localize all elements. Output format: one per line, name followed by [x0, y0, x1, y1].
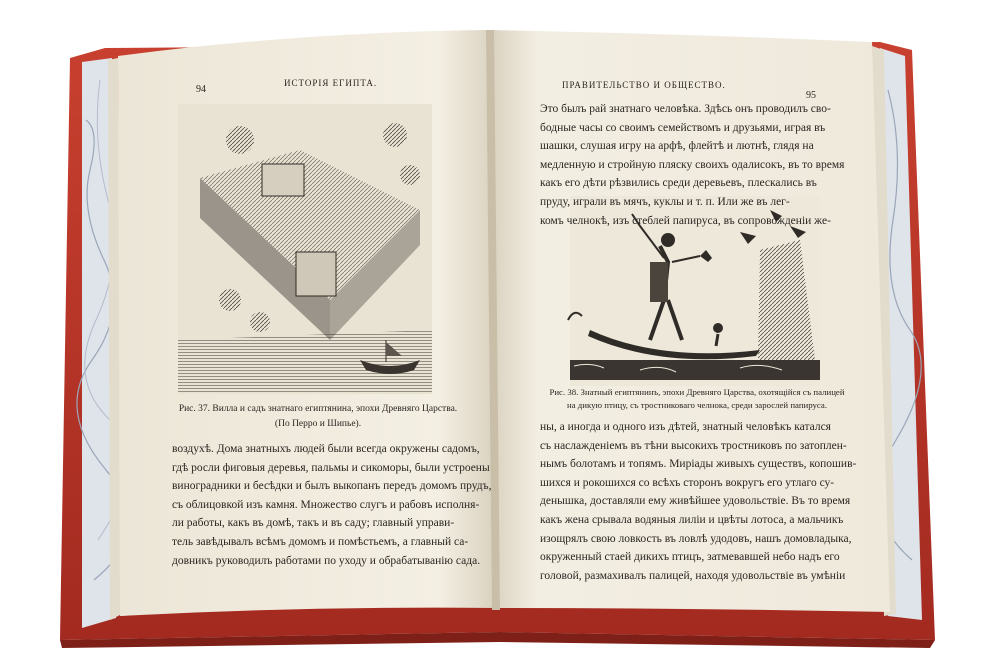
- right-running-head: ПРАВИТЕЛЬСТВО И ОБЩЕСТВО.: [562, 80, 726, 90]
- text-line: воздухѣ. Дома знатныхъ людей были всегда окружены садомъ,: [172, 443, 480, 455]
- text-line: какъ жена срывала водяныя лиліи и цвѣты лотоса, а мальчикъ: [540, 513, 844, 526]
- text-line: денышка, доставляли ему живѣйшее удовольствіе. Въ то время: [540, 495, 851, 508]
- right-body-text-top: [540, 100, 844, 230]
- text-line: съ наслажденіемъ въ тѣни высокихъ тростниковъ по затоплен-: [540, 439, 847, 452]
- text-line: виноградники и бесѣдки и былъ выкопанъ передъ домомъ прудъ,: [172, 480, 492, 493]
- right-page-number: 95: [806, 90, 816, 101]
- text-line: комъ челнокѣ, изъ стеблей папируса, въ сопровожденіи же-: [540, 214, 831, 227]
- left-page-number: 94: [196, 84, 206, 95]
- text-line: медленную и стройную пляску своихъ одалисокъ, въ то время: [540, 158, 845, 171]
- villa-garden-engraving: [178, 104, 432, 394]
- text-line: довникъ руководилъ работами по уходу и обрабатыванію сада.: [172, 554, 481, 567]
- text-line: съ облицовкой изъ камня. Множество слугъ и рабовъ исполня-: [172, 498, 480, 511]
- text-line: какъ его дѣти рѣзвились среди деревьевъ, плескались въ: [540, 177, 817, 190]
- caption-line: на дикую птицу, съ тростниковаго челнока, среди зарослей папируса.: [566, 400, 828, 410]
- text-line: шашки, слушая игру на арфѣ, флейтѣ и лютнѣ, глядя на: [540, 140, 814, 153]
- text-line: окруженный стаей дикихъ птицъ, затмевавшей небо надъ его: [540, 551, 840, 564]
- left-running-head: ИСТОРІЯ ЕГИПТА.: [284, 78, 378, 88]
- text-line: шихся и рокошихся со всѣхъ сторонъ вокругъ его утлаго су-: [540, 476, 835, 489]
- text-line: ли работы, какъ въ домѣ, такъ и въ саду; главный управи-: [172, 517, 455, 530]
- text-line: нымъ болотамъ и топямъ. Миріады живыхъ существъ, копошив-: [540, 458, 857, 471]
- text-line: тель завѣдывалъ всѣмъ домомъ и помѣстьемъ, а главный са-: [172, 535, 469, 548]
- caption-line: (По Перро и Шипье).: [274, 419, 362, 429]
- text-line: изощрялъ свою ловкость въ ловлѣ удодовъ, нашъ домовладыка,: [540, 532, 852, 545]
- right-body-text-bottom: [540, 418, 856, 585]
- left-figure-caption: [168, 402, 468, 432]
- caption-line: Рис. 38. Знатный египтянинъ, эпохи Древняго Царства, охотящійся съ палицей: [549, 387, 845, 397]
- left-body-text: [172, 440, 491, 570]
- text-line: головой, размахивалъ палицей, находя удовольствіе въ умѣніи: [540, 569, 846, 582]
- text-line: пруду, играли въ мячъ, куклы и т. п. Или же въ лег-: [540, 195, 790, 208]
- text-line: гдѣ росли фиговыя деревья, пальмы и сикоморы, были устроены: [172, 461, 490, 474]
- text-line: Это былъ рай знатнаго человѣка. Здѣсь онъ проводилъ сво-: [540, 103, 831, 115]
- text-line: бодные часы со своимъ семействомъ и друзьями, играя въ: [540, 121, 826, 134]
- right-figure-caption: [532, 386, 862, 412]
- text-line: ны, а иногда и одного изъ дѣтей, знатный человѣкъ катался: [540, 421, 831, 433]
- caption-line: Рис. 37. Вилла и садъ знатнаго египтянина, эпохи Древняго Царства.: [178, 404, 458, 414]
